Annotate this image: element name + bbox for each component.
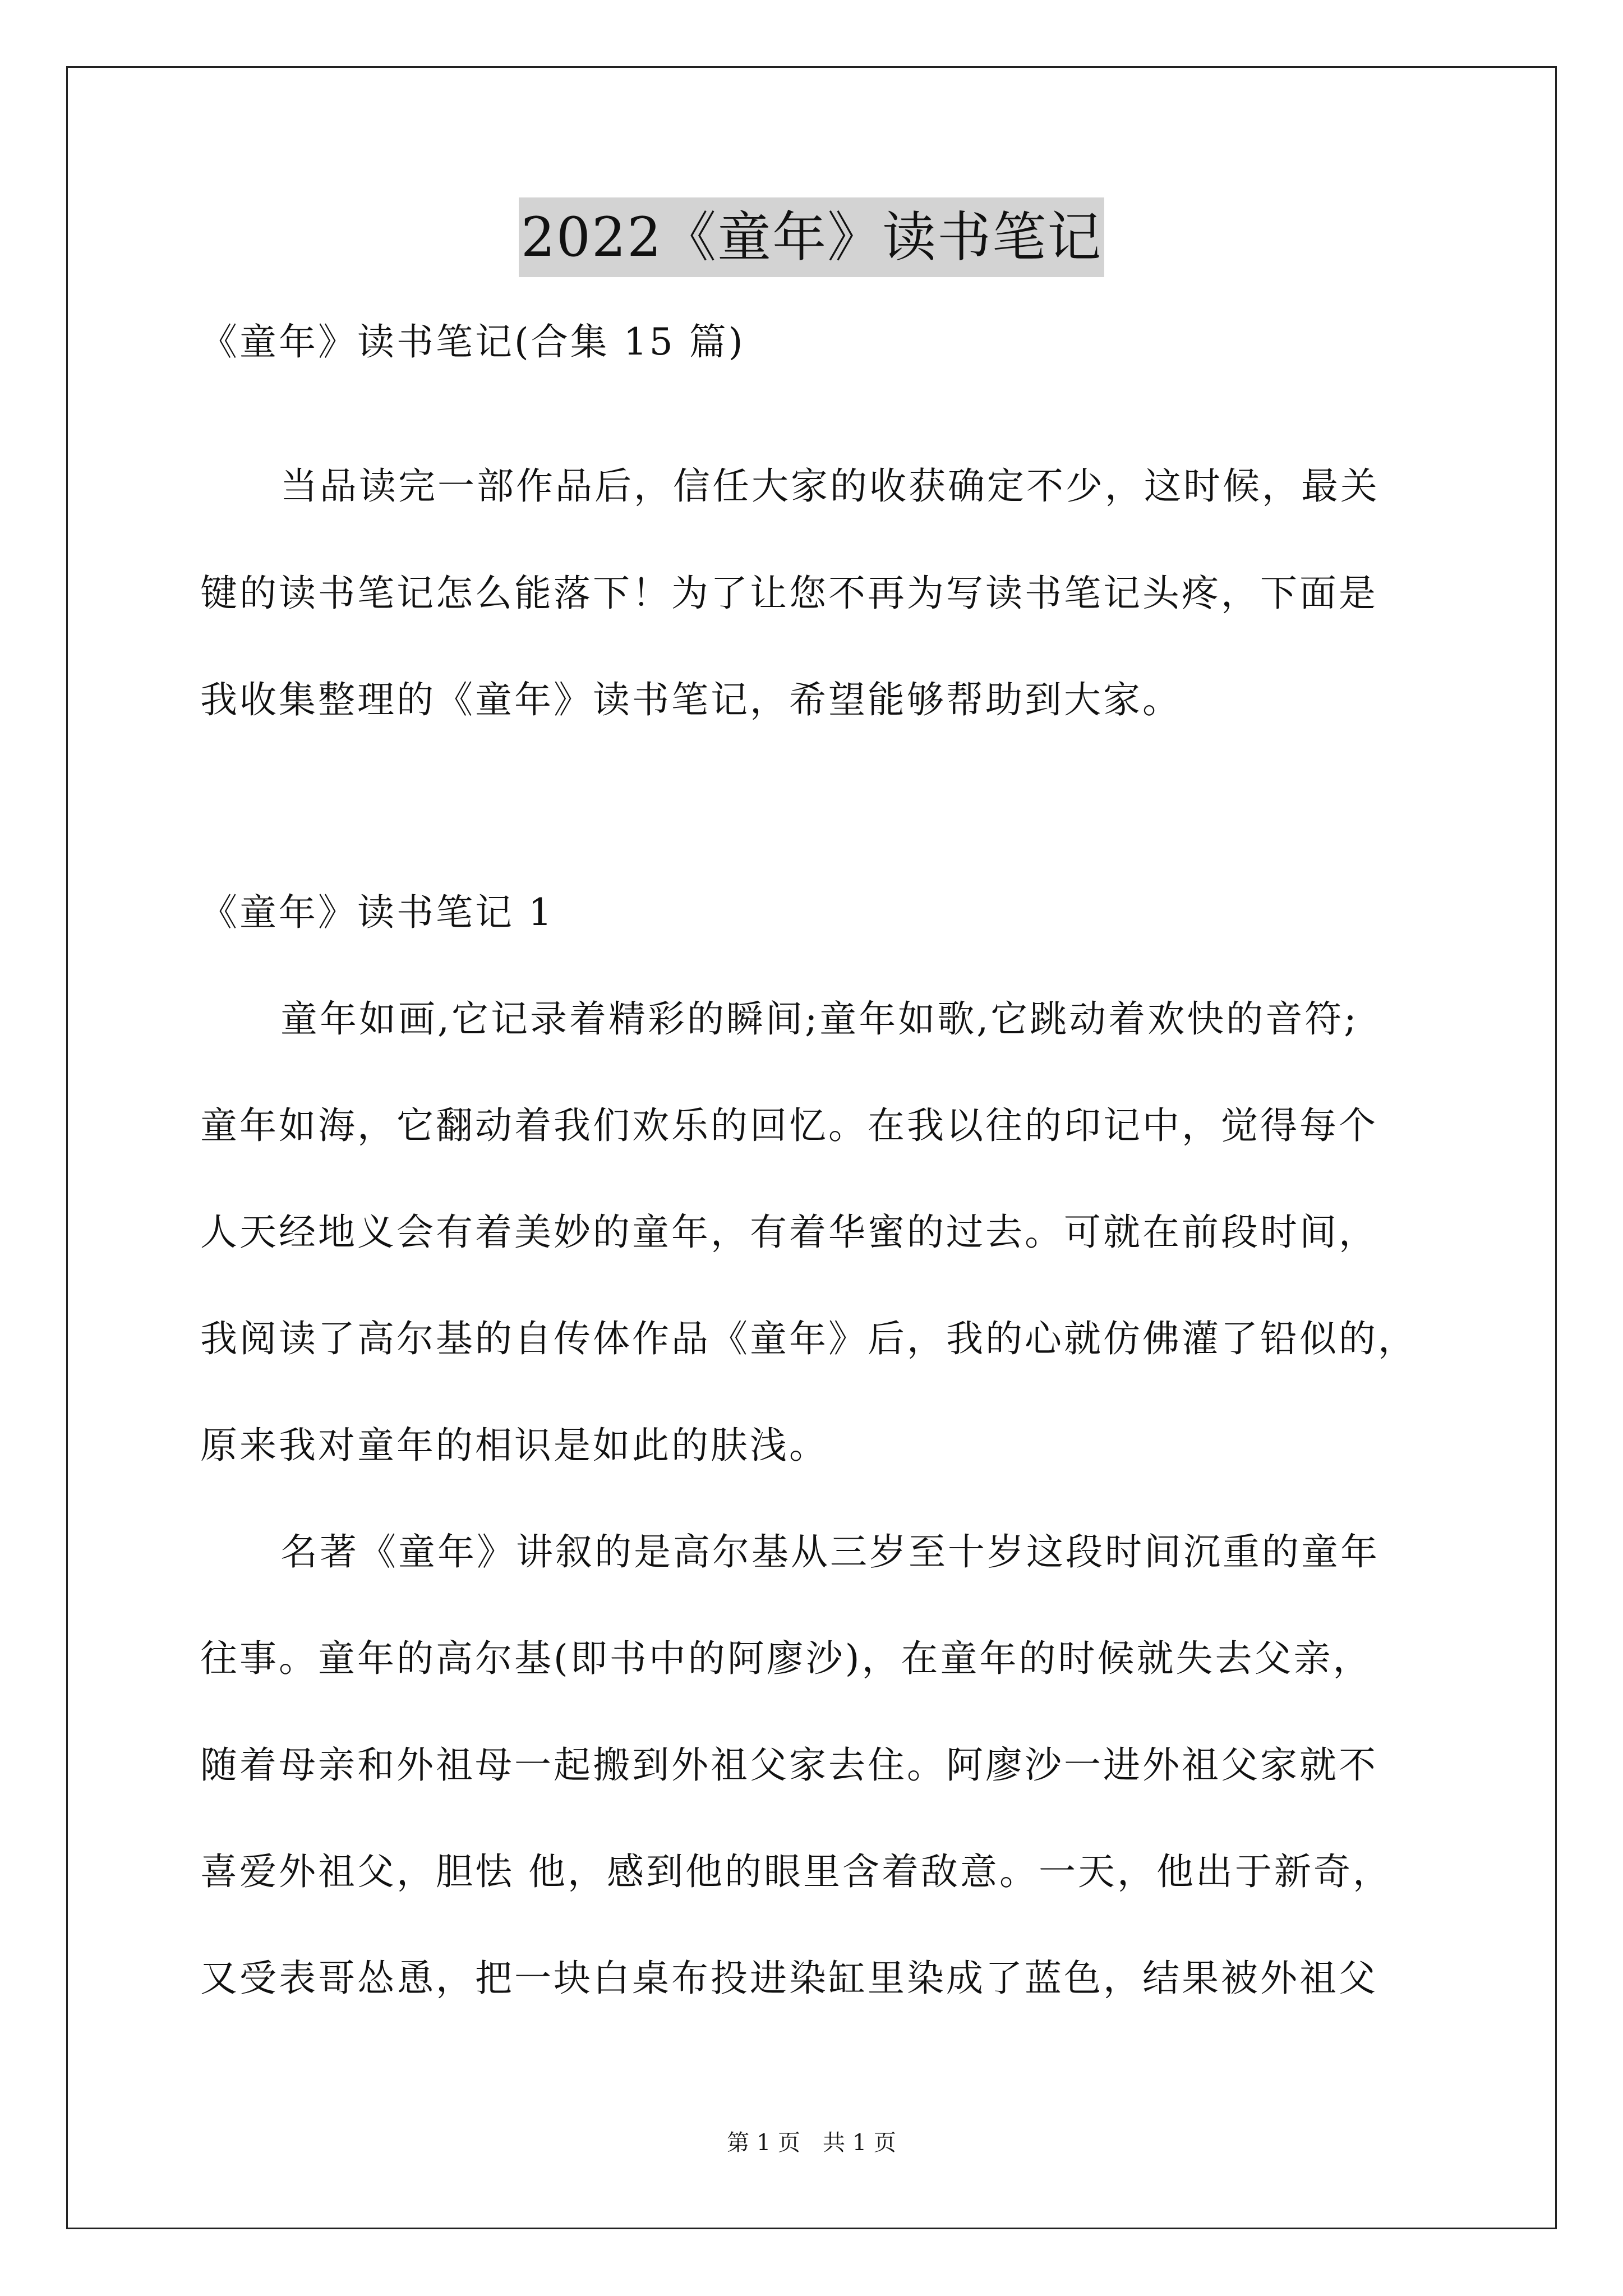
- para2-line-3: 随着母亲和外祖母一起搬到外祖父家去住。阿廖沙一进外祖父家就不: [200, 1743, 1378, 1787]
- title-container: [0, 197, 1623, 277]
- intro-line-3: 我收集整理的《童年》读书笔记，希望能够帮助到大家。: [200, 678, 1182, 721]
- para2-line-4: 喜爱外祖父，胆怯 他，感到他的眼里含着敌意。一天，他出于新奇，: [200, 1850, 1392, 1893]
- para1-line-2: 童年如海，它翻动着我们欢乐的回忆。在我以往的印记中，觉得每个: [200, 1104, 1378, 1147]
- para1-line-3: 人天经地义会有着美妙的童年，有着华蜜的过去。可就在前段时间，: [200, 1211, 1378, 1254]
- intro-line-1: 当品读完一部作品后，信任大家的收获确定不少，这时候，最关: [280, 464, 1380, 508]
- document-title: 2022《童年》读书笔记: [519, 197, 1104, 277]
- para2-line-2: 往事。童年的高尔基(即书中的阿廖沙)，在童年的时候就失去父亲，: [200, 1637, 1372, 1680]
- para1-line-5: 原来我对童年的相识是如此的肤浅。: [200, 1424, 828, 1467]
- para2-line-5: 又受表哥怂恿，把一块白桌布投进染缸里染成了蓝色，结果被外祖父: [200, 1957, 1378, 2000]
- para1-line-4: 我阅读了高尔基的自传体作品《童年》后，我的心就仿佛灌了铅似的，: [200, 1317, 1417, 1360]
- page-footer: 第 1 页 共 1 页: [727, 2130, 896, 2156]
- para2-line-1: 名著《童年》讲叙的是高尔基从三岁至十岁这段时间沉重的童年: [280, 1530, 1380, 1573]
- para1-line-1: 童年如画,它记录着精彩的瞬间;童年如歌,它跳动着欢快的音符;: [280, 997, 1359, 1041]
- document-subtitle: 《童年》读书笔记(合集 15 篇): [200, 320, 745, 364]
- section-heading: 《童年》读书笔记 1: [200, 891, 554, 934]
- intro-line-2: 键的读书笔记怎么能落下！为了让您不再为写读书笔记头疼，下面是: [200, 572, 1378, 615]
